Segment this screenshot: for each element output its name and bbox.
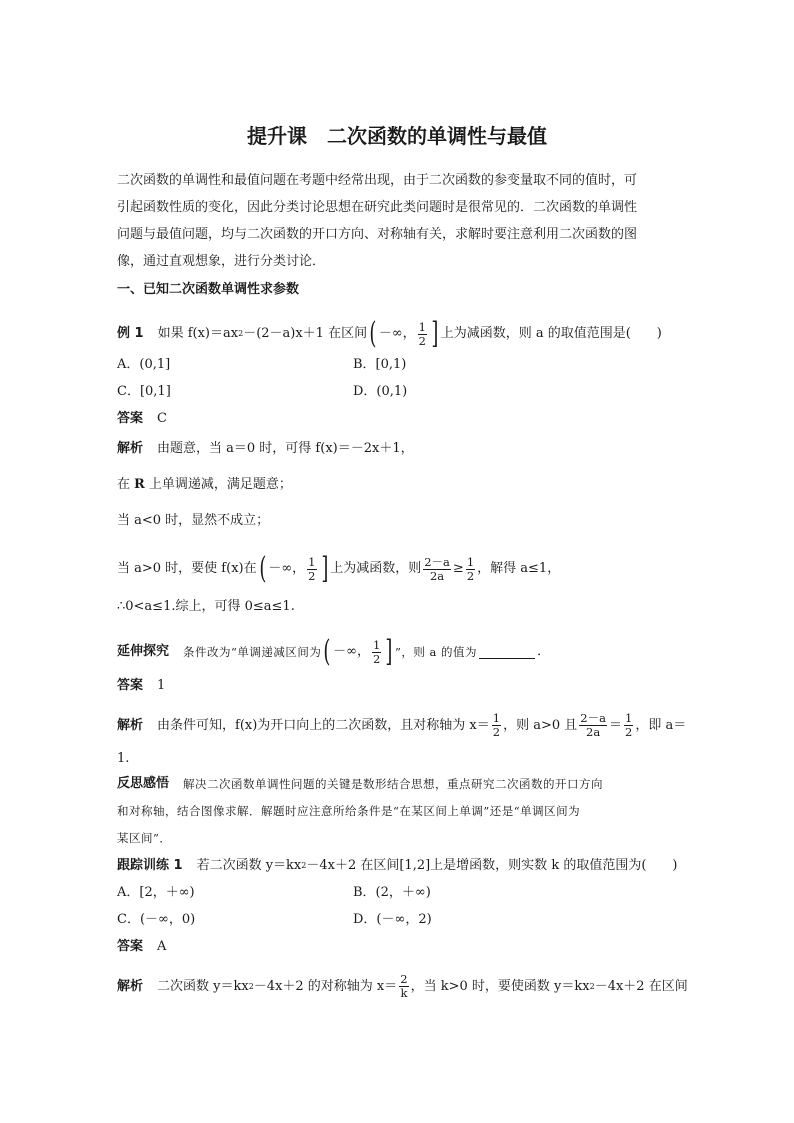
analysis-label: 解析 (117, 978, 144, 994)
left-paren: ( (369, 316, 377, 351)
question-text: －(2－a)x＋1 在区间 (243, 326, 368, 341)
analysis-label: 解析 (117, 717, 144, 733)
analysis-line-1 (117, 440, 414, 458)
analysis-text: ，即 a＝ (635, 717, 687, 733)
track-option-c: C．(－∞，0) (117, 912, 196, 927)
numerator: 2－a (424, 554, 450, 569)
left-paren: ( (258, 551, 266, 586)
analysis-label: 解析 (117, 441, 144, 456)
denominator: 2 (466, 568, 475, 583)
option-a: A．(0,1] (117, 357, 171, 372)
denominator: 2 (625, 725, 633, 739)
page-title: 提升课 二次函数的单调性与最值 (247, 124, 547, 148)
answer-value: C (157, 411, 167, 426)
interval-text: －∞， (268, 561, 306, 576)
denominator: 2 (492, 725, 501, 739)
answer-blank (479, 646, 535, 659)
denominator: 2 (418, 333, 426, 348)
denominator: 2 (372, 651, 381, 666)
extension-label: 延伸探究 (117, 644, 170, 659)
extension-text: ”，则 a 的值为 (395, 645, 478, 659)
answer-label: 答案 (117, 678, 144, 693)
example-label: 例 1 (117, 326, 144, 341)
analysis-text: ，解得 a≤1， (477, 561, 561, 576)
fraction-one-half (372, 639, 381, 666)
analysis-text: 由条件可知，f(x)为开口向上的二次函数，且对称轴为 x＝ (157, 717, 490, 733)
interval-text: －∞， (378, 326, 416, 341)
numerator: 1 (492, 711, 501, 725)
analysis-line-4 (117, 551, 561, 586)
intro-line-2: 引起函数性质的变化，因此分类讨论思想在研究此类问题时是很常见的．二次函数的单调性 (117, 200, 638, 215)
answer-label: 答案 (117, 939, 144, 954)
numerator: 1 (466, 554, 475, 569)
analysis-text: 当 a>0 时，要使 f(x)在 (117, 561, 257, 576)
track-analysis-line-1 (117, 973, 688, 1000)
reflection-line-1 (117, 775, 603, 793)
exponent: 2 (301, 861, 307, 870)
fraction-one-half (307, 556, 316, 583)
answer-value: 1 (157, 678, 166, 693)
numerator: 1 (625, 711, 633, 725)
period: ． (537, 644, 551, 659)
fraction-one-half (492, 712, 501, 739)
reflection-label: 反思感悟 (117, 776, 170, 791)
fraction-one-half (418, 321, 427, 348)
left-paren: ( (323, 634, 331, 669)
analysis-text: 在 (117, 477, 131, 492)
option-b: B．[0,1) (353, 357, 407, 372)
question-text: 如果 f(x)＝ax (157, 326, 239, 341)
section-heading: 一、已知二次函数单调性求参数 (117, 282, 300, 297)
reflection-text: 解决二次函数单调性问题的关键是数形结合思想，重点研究二次函数的开口方向 (183, 777, 604, 791)
real-set-symbol: R (134, 477, 145, 492)
option-c: C．[0,1] (117, 384, 171, 399)
equals-symbol: ＝ (608, 717, 622, 733)
denominator: 2a (429, 568, 445, 583)
track-label: 跟踪训练 1 (117, 858, 183, 873)
denominator: 2a (586, 725, 601, 739)
track-option-b: B．(2，＋∞) (353, 885, 431, 900)
right-bracket: ] (320, 551, 328, 586)
analysis-line-5: ∴0<a≤1.综上，可得 0≤a≤1. (117, 599, 295, 614)
fraction-expression (423, 556, 451, 583)
fraction-two-over-k (399, 973, 408, 1000)
option-d: D．(0,1) (353, 384, 408, 399)
interval-text: －∞， (333, 644, 370, 659)
analysis-text: 由题意，当 a＝0 时，可得 f(x)＝－2x＋1， (157, 441, 414, 456)
fraction-one-half (624, 712, 633, 739)
numerator: 2 (400, 972, 408, 986)
question-text: 上为减函数，则 a 的取值范围是( ) (440, 326, 662, 341)
numerator: 2－a (580, 711, 606, 725)
analysis-text: ，则 a>0 且 (503, 717, 578, 733)
extension-text: 条件改为“单调递减区间为 (183, 645, 322, 659)
denominator: k (400, 986, 408, 1000)
track-question (117, 857, 677, 875)
exponent: 2 (238, 329, 244, 338)
analysis-text: 上为减函数，则 (330, 561, 422, 576)
right-bracket: ] (431, 316, 439, 351)
extension-analysis-line-1 (117, 712, 686, 739)
analysis-line-3: 当 a<0 时，显然不成立； (117, 513, 270, 528)
intro-line-3: 问题与最值问题，均与二次函数的开口方向、对称轴有关，求解时要注意利用二次函数的图 (117, 227, 638, 242)
track-answer-row (117, 938, 166, 956)
track-option-d: D．(－∞，2) (353, 912, 432, 927)
numerator: 1 (418, 319, 426, 334)
reflection-line-2: 和对称轴，结合图像求解．解题时应注意所给条件是“在某区间上单调”还是“单调区间为 (117, 804, 581, 818)
analysis-text: 二次函数 y＝kx (157, 978, 249, 994)
exponent: 2 (589, 981, 595, 991)
answer-label: 答案 (117, 411, 144, 426)
analysis-text: －4x＋2 的对称轴为 x＝ (253, 978, 398, 994)
fraction-one-half (466, 556, 475, 583)
track-option-a: A．[2，＋∞) (117, 885, 195, 900)
example-1-question (117, 316, 662, 351)
denominator: 2 (308, 568, 316, 583)
analysis-text: ，当 k>0 时，要使函数 y＝kx (410, 978, 590, 994)
numerator: 1 (308, 554, 316, 569)
analysis-text: －4x＋2 在区间 (594, 978, 688, 994)
extension-question (117, 634, 551, 669)
geq-symbol: ≥ (452, 561, 464, 576)
question-text: 若二次函数 y＝kx (196, 858, 302, 873)
question-text: －4x＋2 在区间[1,2]上是增函数，则实数 k 的取值范围为( ) (306, 858, 678, 873)
extension-answer-row (117, 677, 165, 695)
exponent: 2 (248, 981, 254, 991)
intro-line-4: 像，通过直观想象，进行分类讨论． (117, 254, 326, 269)
analysis-text: 上单调递减，满足题意； (148, 477, 292, 492)
extension-analysis-line-2: 1. (117, 751, 130, 766)
intro-line-1: 二次函数的单调性和最值问题在考题中经常出现，由于二次函数的参变量取不同的值时，可 (117, 173, 638, 188)
reflection-line-3: 某区间”． (117, 831, 172, 845)
right-bracket: ] (385, 634, 393, 669)
answer-value: A (157, 939, 167, 954)
fraction-expression (579, 712, 607, 739)
numerator: 1 (372, 637, 381, 652)
answer-row (117, 410, 167, 428)
analysis-line-2 (117, 476, 292, 494)
